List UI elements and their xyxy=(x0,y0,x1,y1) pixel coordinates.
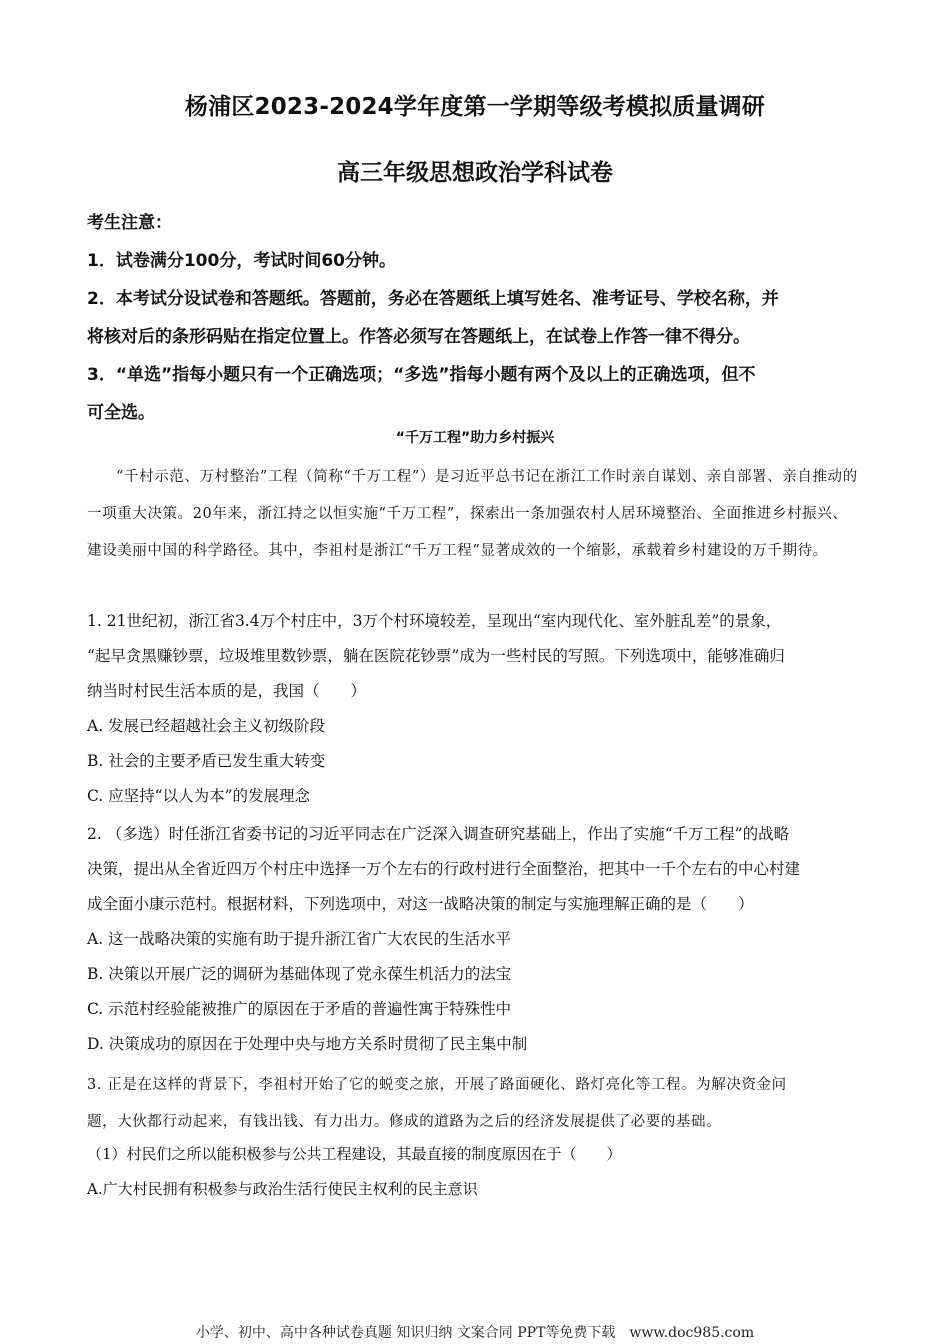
q2-option-a: A. 这一战略决策的实施有助于提升浙江省广大农民的生活水平 xyxy=(87,930,512,948)
notice-heading: 考生注意： xyxy=(87,213,172,233)
q3-sub1-option-a: A.广大村民拥有积极参与政治生活行使民主权利的民主意识 xyxy=(87,1180,478,1198)
question-3-sub-1 xyxy=(87,1137,862,1207)
question-3 xyxy=(87,1067,862,1141)
q2-stem-line-3: 成全面小康示范村。根据材料，下列选项中，对这一战略决策的制定与实施理解正确的是（ ） xyxy=(87,895,754,913)
page-footer: 小学、初中、高中各种试卷真题 知识归纳 文案合同 PPT等免费下载 www.doc985.com xyxy=(195,1325,755,1341)
q1-option-c: C. 应坚持“以人为本”的发展理念 xyxy=(87,787,311,805)
q2-stem-line-1: 2. （多选）时任浙江省委书记的习近平同志在广泛深入调查研究基础上，作出了实施“千万工程”的战略 xyxy=(87,825,790,843)
q2-stem-line-2: 决策，提出从全省近四万个村庄中选择一万个左右的行政村进行全面整治，把其中一千个左右的中心村建 xyxy=(87,860,801,878)
exam-subtitle: 高三年级思想政治学科试卷 xyxy=(337,160,613,186)
section-intro: “千村示范、万村整治”工程（简称“千万工程”）是习近平总书记在浙江工作时亲自谋划、亲自部署、亲自推动的一项重大决策。20年来，浙江持之以恒实施“千万工程”，探索出一条加强农村人居环境整治、全面推进乡村振兴、建设美丽中国的科学路径。其中，李祖村是浙江“千万工程”显著成效的一个缩影，承载着乡村建设的万千期待。 xyxy=(87,469,858,559)
q2-option-c: C. 示范村经验能被推广的原因在于矛盾的普遍性寓于特殊性中 xyxy=(87,1000,512,1018)
q1-option-b: B. 社会的主要矛盾已发生重大转变 xyxy=(87,752,326,770)
exam-title: 杨浦区2023-2024学年度第一学期等级考模拟质量调研 xyxy=(184,94,766,120)
q2-option-d: D. 决策成功的原因在于处理中央与地方关系时贯彻了民主集中制 xyxy=(87,1035,528,1053)
notice-item-2-line-1: 2．本考试分设试卷和答题纸。答题前，务必在答题纸上填写姓名、准考证号、学校名称，并 xyxy=(87,289,779,309)
q1-stem-line-2: “起早贪黑赚钞票，垃圾堆里数钞票，躺在医院花钞票”成为一些村民的写照。下列选项中，能够准确归 xyxy=(87,647,785,665)
question-2 xyxy=(87,817,862,1062)
notice-section xyxy=(87,204,867,432)
section-title: “千万工程”助力乡村振兴 xyxy=(395,430,555,446)
question-1 xyxy=(87,604,862,814)
notice-item-3-line-2: 可全选。 xyxy=(87,403,155,423)
q1-stem-line-3: 纳当时村民生活本质的是，我国（ ） xyxy=(87,682,367,700)
notice-item-2-line-2: 将核对后的条形码贴在指定位置上。作答必须写在答题纸上，在试卷上作答一律不得分。 xyxy=(87,327,750,347)
q2-option-b: B. 决策以开展广泛的调研为基础体现了党永葆生机活力的法宝 xyxy=(87,965,512,983)
q1-stem-line-1: 1. 21世纪初，浙江省3.4万个村庄中，3万个村环境较差，呈现出“室内现代化、室外脏乱差”的景象， xyxy=(87,612,782,630)
notice-item-1: 1．试卷满分100分，考试时间60分钟。 xyxy=(87,251,396,271)
q3-stem-line-2: 题，大伙都行动起来，有钱出钱、有力出力。修成的道路为之后的经济发展提供了必要的基础。 xyxy=(87,1114,722,1130)
notice-item-3-line-1: 3．“单选”指每小题只有一个正确选项；“多选”指每小题有两个及以上的正确选项，但不 xyxy=(87,365,756,385)
q1-option-a: A. 发展已经超越社会主义初级阶段 xyxy=(87,717,326,735)
q3-stem-line-1: 3. 正是在这样的背景下，李祖村开始了它的蜕变之旅，开展了路面硬化、路灯亮化等工程。为解决资金问 xyxy=(87,1077,787,1093)
q3-sub1-stem: （1）村民们之所以能积极参与公共工程建设，其最直接的制度原因在于（ ） xyxy=(87,1145,622,1163)
